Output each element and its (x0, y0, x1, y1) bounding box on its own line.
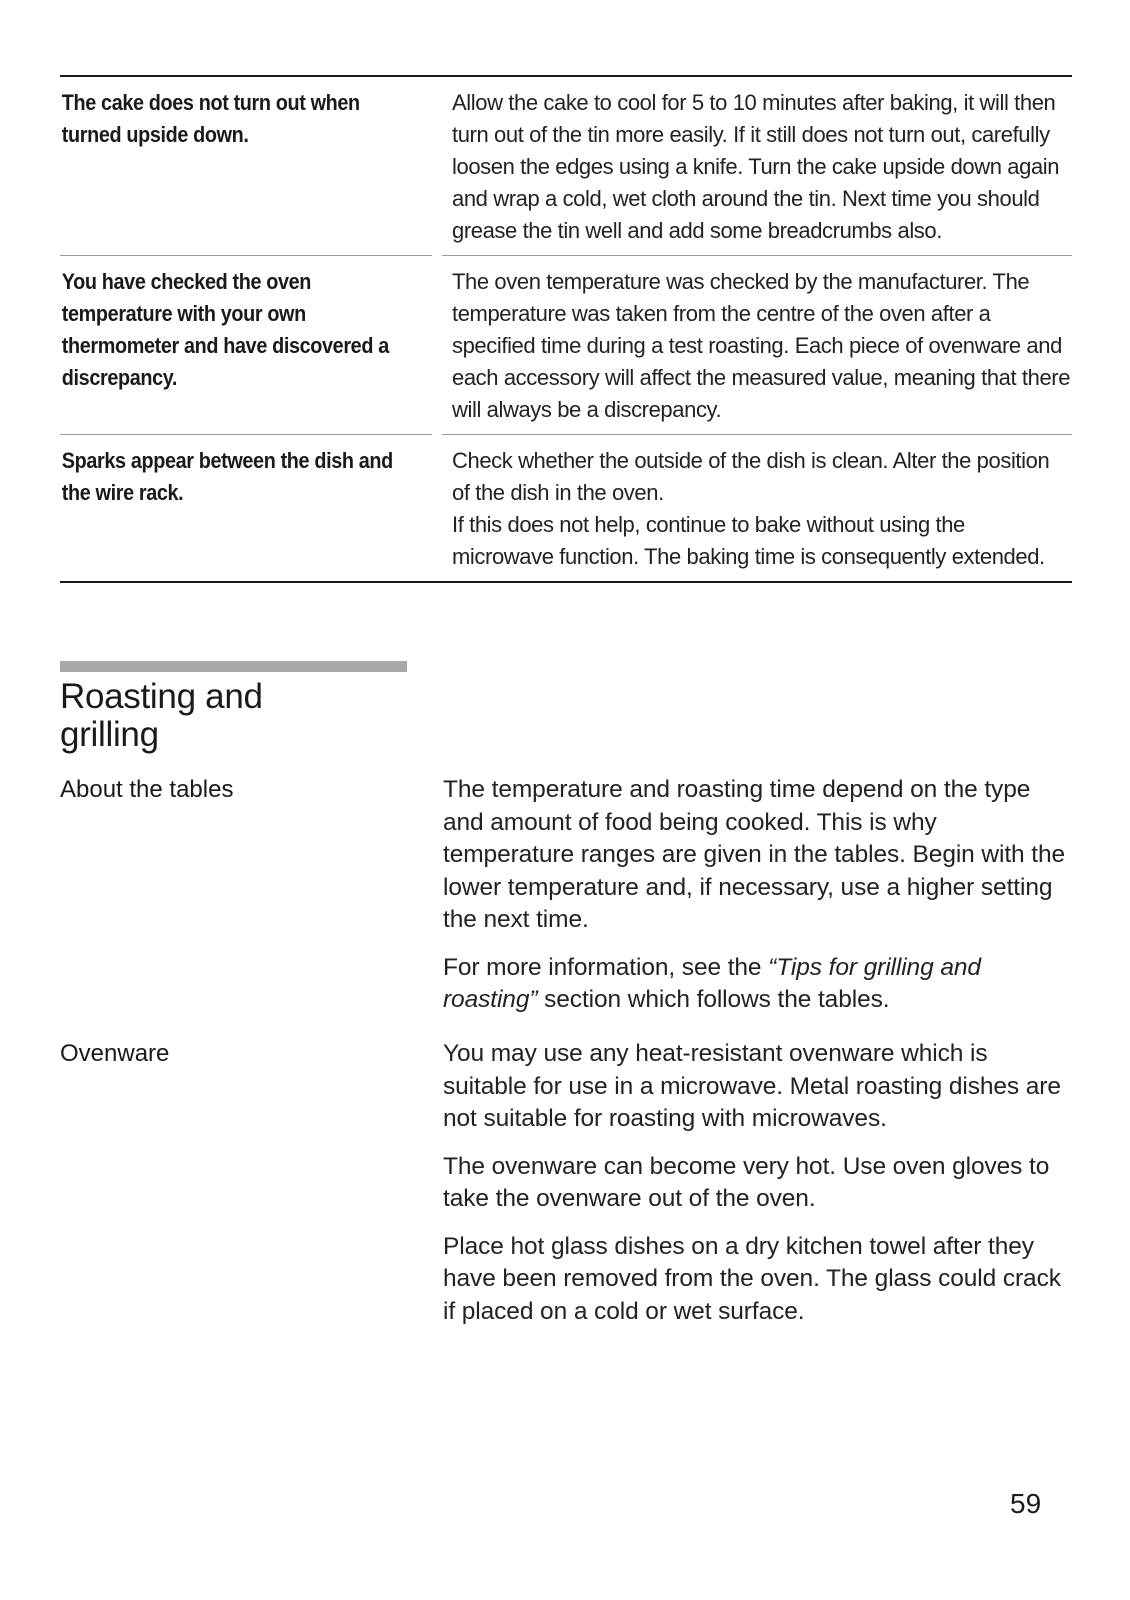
problem-cause: Sparks appear between the dish and the wire rack. (61, 448, 393, 505)
table-row (60, 435, 1072, 581)
section-bar (60, 661, 407, 672)
ovenware-body (443, 1038, 1072, 1343)
table-row (60, 256, 1072, 434)
problem-remedy (442, 77, 1072, 255)
paragraph-text: section which follows the tables. (537, 986, 890, 1013)
body-paragraph: The temperature and roasting time depend on the type and amount of food being cooked. This is why temperature ranges are given in the tables. Begin with the lower temperature and, if necessary, use a higher setting the next time. (443, 776, 1066, 933)
section-reference: “Tips for grilling and roasting” (443, 953, 981, 1013)
about-tables-block (60, 774, 1072, 1032)
section-title (60, 678, 263, 754)
problem-cause: The cake does not turn out when turned upside down. (61, 90, 360, 147)
problem-remedy (442, 256, 1072, 434)
section-title-line: grilling (60, 715, 159, 754)
ovenware-heading: Ovenware (60, 1040, 170, 1067)
table-bottom-rule (60, 581, 1072, 583)
section-title-line: Roasting and (60, 677, 263, 716)
ovenware-block (60, 1038, 1072, 1343)
about-tables-heading: About the tables (60, 776, 234, 803)
body-paragraph: The ovenware can become very hot. Use oven gloves to take the ovenware out of the oven. (443, 1152, 1050, 1212)
body-paragraph: Place hot glass dishes on a dry kitchen towel after they have been removed from the oven. The glass could crack if placed on a cold or wet surface. (443, 1232, 1061, 1325)
troubleshooting-table (60, 75, 1072, 583)
problem-cause: You have checked the oven temperature with your own thermometer and have discovered a discrepancy. (61, 269, 389, 390)
remedy-text: The oven temperature was checked by the manufacturer. The temperature was taken from the centre of the oven after a specified time during a test roasting. Each piece of ovenware and each accessory will affect the measured value, meaning that there will always be a discrepancy. (452, 269, 1071, 422)
paragraph-text: For more information, see the (443, 953, 769, 981)
remedy-text: If this does not help, continue to bake without using the microwave function. The baking time is consequently extended. (452, 512, 1045, 569)
problem-remedy (442, 435, 1072, 581)
table-row (60, 77, 1072, 255)
page-number: 59 (1010, 1488, 1042, 1519)
remedy-text: Check whether the outside of the dish is clean. Alter the position of the dish in the oven. (452, 448, 1050, 505)
about-tables-body (443, 774, 1072, 1032)
remedy-text: Allow the cake to cool for 5 to 10 minutes after baking, it will then turn out of the tin more easily. If it still does not turn out, carefully loosen the edges using a knife. Turn the cake upside down again and wrap a cold, wet cloth around the tin. Next time you should grease the tin well and add some breadcrumbs also. (452, 90, 1060, 243)
body-paragraph (443, 952, 1072, 1017)
body-paragraph: You may use any heat-resistant ovenware which is suitable for use in a microwave. Metal roasting dishes are not suitable for roasting with microwaves. (443, 1040, 1061, 1132)
